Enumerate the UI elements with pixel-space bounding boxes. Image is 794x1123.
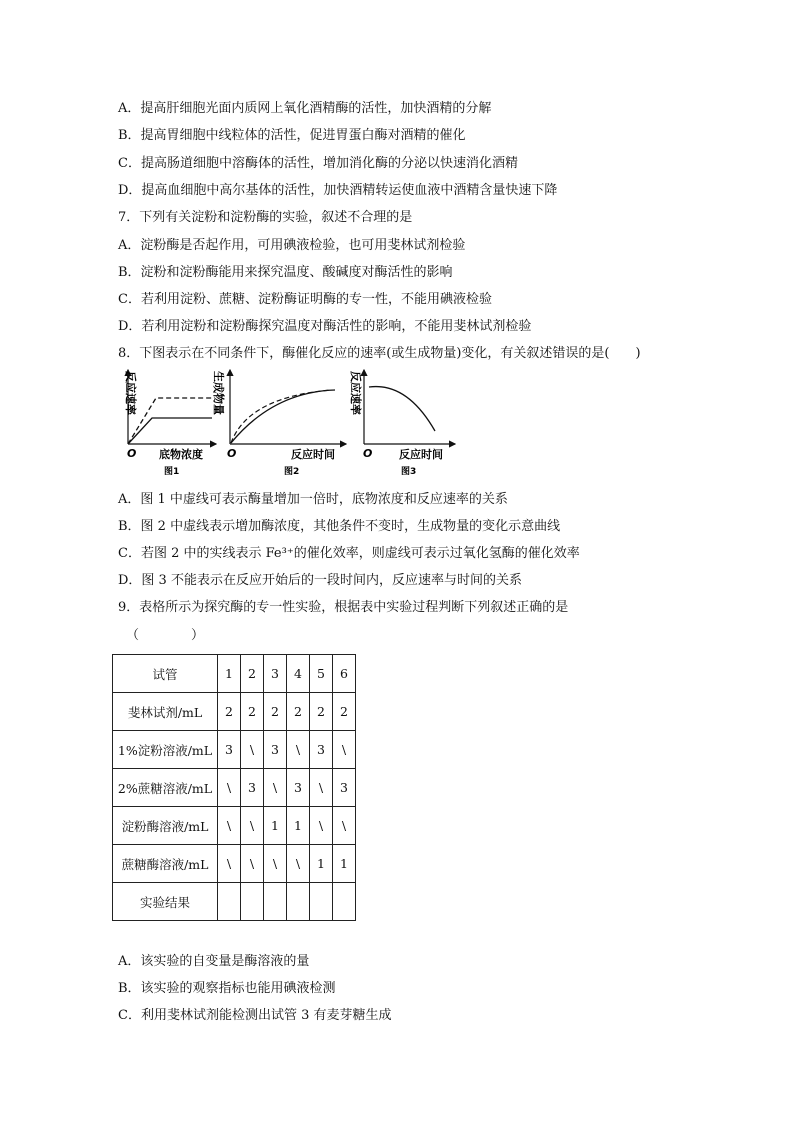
fig2-caption: 图2 [284,467,300,477]
table-cell: \ [287,845,310,883]
table-row-label: 蔗糖酶溶液/mL [113,845,218,883]
q7-stem: 7．下列有关淀粉和淀粉酶的实验，叙述不合理的是 [118,210,413,225]
q8-option-a: A．图 1 中虚线可表示酶量增加一倍时，底物浓度和反应速率的关系 [118,492,508,507]
table-cell: 2 [241,693,264,731]
q7-option-a: A．淀粉酶是否起作用，可用碘液检验，也可用斐林试剂检验 [118,238,466,253]
table-cell: \ [333,807,356,845]
fig2-origin: O [227,447,237,460]
table-header-cell: 5 [310,655,333,693]
table-cell [310,883,333,921]
q9-option-a: A．该实验的自变量是酶溶液的量 [118,954,310,969]
table-cell: 2 [310,693,333,731]
table-cell: 3 [310,731,333,769]
table-cell: 3 [264,731,287,769]
table-cell [218,883,241,921]
table-cell: \ [218,769,241,807]
table-cell: \ [287,731,310,769]
table-row [113,693,356,731]
table-header-cell: 4 [287,655,310,693]
table-header-cell: 2 [241,655,264,693]
table-header-cell: 1 [218,655,241,693]
experiment-table [112,654,356,921]
q7-option-b: B．淀粉和淀粉酶能用来探究温度、酸碱度对酶活性的影响 [118,265,453,280]
q9-answer-paren: （ ） [126,628,205,643]
table-cell: 1 [287,807,310,845]
table-cell: \ [264,769,287,807]
q8-stem: 8．下图表示在不同条件下，酶催化反应的速率(或生成物量)变化，有关叙述错误的是( ) [118,346,641,361]
table-cell: 3 [333,769,356,807]
table-cell [264,883,287,921]
table-row [113,883,356,921]
q6-option-b: B．提高胃细胞中线粒体的活性，促进胃蛋白酶对酒精的催化 [118,128,466,143]
table-cell: \ [218,845,241,883]
table-row [113,769,356,807]
q8-option-c: C．若图 2 中的实线表示 Fe³⁺的催化效率，则虚线可表示过氧化氢酶的催化效率 [118,546,580,561]
table-cell [241,883,264,921]
fig3-curve [369,387,435,431]
table-row-label: 实验结果 [113,883,218,921]
table-cell: 3 [287,769,310,807]
table-header-cell: 6 [333,655,356,693]
table-row-label: 1%淀粉溶液/mL [113,731,218,769]
fig1-caption: 图1 [164,467,180,477]
fig1-ylabel: 反应速率 [124,371,137,415]
fig2-dashed-curve [231,390,331,443]
fig1-solid-curve [128,418,212,444]
table-row-label: 斐林试剂/mL [113,693,218,731]
table-row-label: 2%蔗糖溶液/mL [113,769,218,807]
table-header-cell: 试管 [113,655,218,693]
q8-option-b: B．图 2 中虚线表示增加酶浓度，其他条件不变时，生成物量的变化示意曲线 [118,519,561,534]
q7-option-c: C．若利用淀粉、蔗糖、淀粉酶证明酶的专一性，不能用碘液检验 [118,292,492,307]
fig3-caption: 图3 [401,467,417,477]
q6-option-c: C．提高肠道细胞中溶酶体的活性，增加消化酶的分泌以快速消化酒精 [118,156,518,171]
fig1-dashed-curve [128,398,212,444]
fig2-solid-curve [231,390,335,443]
table-cell: 1 [333,845,356,883]
table-cell: \ [333,731,356,769]
table-cell: \ [264,845,287,883]
table-cell: \ [310,807,333,845]
fig3-xlabel: 反应时间 [399,448,443,461]
q9-option-c: C．利用斐林试剂能检测出试管 3 有麦芽糖生成 [118,1008,392,1023]
table-row [113,807,356,845]
table-cell: 3 [218,731,241,769]
table-cell: \ [241,845,264,883]
table-cell: 2 [333,693,356,731]
table-cell: 2 [264,693,287,731]
table-header-row [113,655,356,693]
q9-option-b: B．该实验的观察指标也能用碘液检测 [118,981,336,996]
fig1-xlabel: 底物浓度 [159,448,203,461]
figure-1 [124,370,216,477]
q6-option-d: D．提高血细胞中高尔基体的活性，加快酒精转运使血液中酒精含量快速下降 [118,183,558,198]
table-cell: 1 [264,807,287,845]
table-cell: 3 [241,769,264,807]
figure-2 [212,370,346,477]
fig3-ylabel: 反应速率 [349,371,362,415]
table-cell: \ [218,807,241,845]
table-row [113,845,356,883]
q6-option-a: A．提高肝细胞光面内质网上氧化酒精酶的活性，加快酒精的分解 [118,101,492,116]
table-cell: \ [310,769,333,807]
q9-stem: 9．表格所示为探究酶的专一性实验，根据表中实验过程判断下列叙述正确的是 [118,600,569,615]
fig1-origin: O [127,447,137,460]
table-row [113,731,356,769]
table-cell [287,883,310,921]
table-row-label: 淀粉酶溶液/mL [113,807,218,845]
fig2-ylabel: 生成物量 [212,371,225,415]
table-cell: 2 [218,693,241,731]
q8-figures [113,367,458,479]
fig2-xlabel: 反应时间 [291,448,335,461]
figure-3 [349,370,455,477]
table-cell: 1 [310,845,333,883]
table-cell: \ [241,731,264,769]
table-cell [333,883,356,921]
q8-option-d: D．图 3 不能表示在反应开始后的一段时间内，反应速率与时间的关系 [118,573,522,588]
table-cell: \ [241,807,264,845]
table-cell: 2 [287,693,310,731]
q7-option-d: D．若利用淀粉和淀粉酶探究温度对酶活性的影响，不能用斐林试剂检验 [118,319,532,334]
fig3-origin: O [363,447,373,460]
table-header-cell: 3 [264,655,287,693]
